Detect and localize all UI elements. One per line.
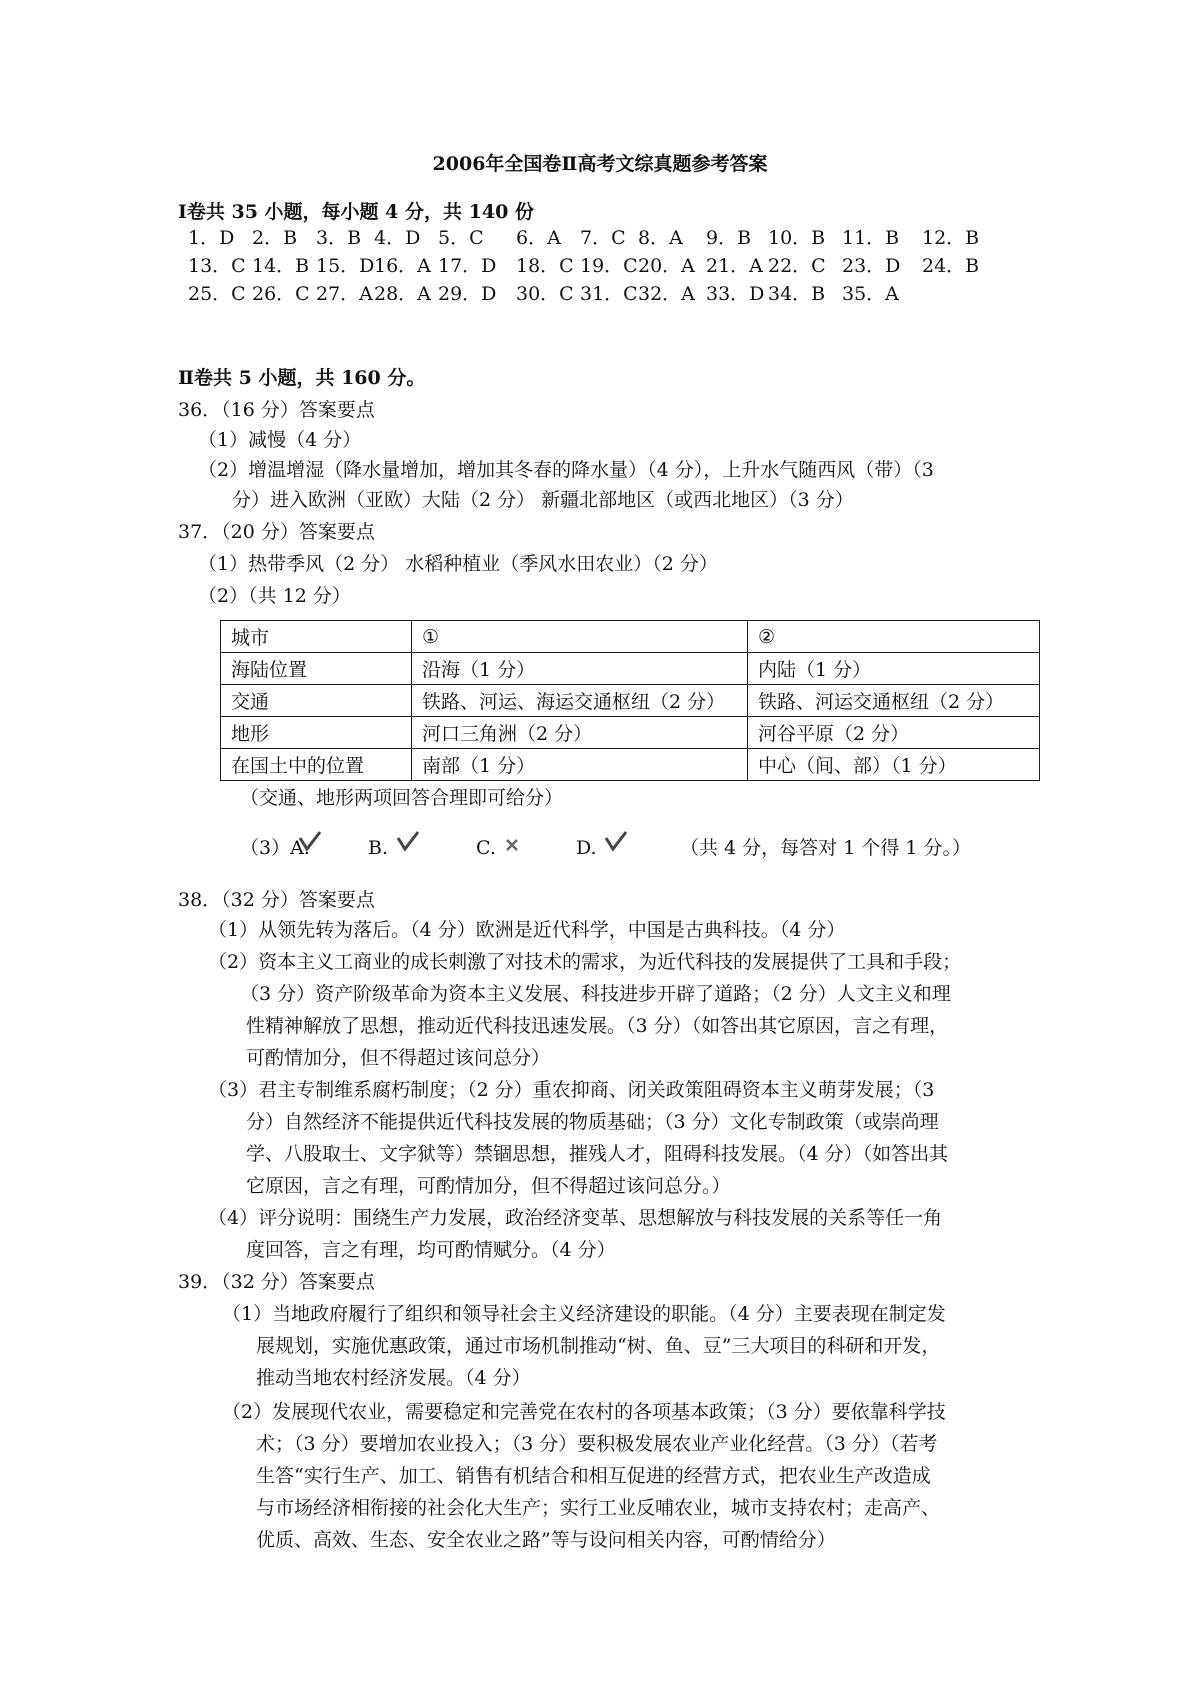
table-cell: 河口三角洲（2 分） [412,717,748,749]
table-cell: 海陆位置 [221,653,412,685]
table-row [221,749,1040,781]
q39-line: 推动当地农村经济发展。（4 分） [256,1367,531,1389]
table-row [221,685,1040,717]
table-cell: 铁路、河运、海运交通枢纽（2 分） [412,685,748,717]
q39-heading: 39．（32 分）答案要点 [178,1271,375,1293]
mcq-answer: 9．B [706,227,752,249]
mcq-answer: 28．A [374,283,431,305]
q37-part3-label-c: C. [476,837,496,859]
q38-line: （1）从领先转为落后。（4 分）欧洲是近代科学，中国是古典科技。（4 分） [208,919,846,941]
mcq-answer: 25．C [188,283,246,305]
q38-heading: 38．（32 分）答案要点 [178,889,375,911]
q38-line: 可酌情加分，但不得超过该问总分） [246,1047,551,1069]
mcq-answer-grid [188,224,982,308]
mcq-answer: 18．C [516,255,574,277]
q39-line: 与市场经济相衔接的社会化大生产；实行工业反哺农业，城市支持农村；走高产、 [256,1497,941,1519]
q38-line: （4）评分说明：围绕生产力发展，政治经济变革、思想解放与科技发展的关系等任一角 [208,1207,943,1229]
table-cell: 河谷平原（2 分） [748,717,1040,749]
mcq-answer: 7．C [580,227,626,249]
mcq-answer: 29．D [438,283,497,305]
q39-line: 展规划，实施优惠政策，通过市场机制推动“树、鱼、豆”三大项目的科研和开发， [256,1335,941,1357]
part1-header: Ⅰ卷共 35 小题，每小题 4 分，共 140 份 [178,201,534,223]
city-comparison-table [220,620,1040,781]
q39-line: 生答“实行生产、加工、销售有机结合和相互促进的经营方式，把农业生产改造成 [256,1465,931,1487]
q37-part3-label-a: （3）A. [240,837,310,859]
q39-line: 术；（3 分）要增加农业投入；（3 分）要积极发展农业产业化经营。（3 分）（若考 [256,1433,938,1455]
mcq-answer: 33．D [706,283,765,305]
table-row [221,717,1040,749]
q38-line: 分）自然经济不能提供近代科技发展的物质基础；（3 分）文化专制政策（或崇尚理 [246,1111,939,1133]
mcq-answer: 27．A [316,283,373,305]
mcq-answer: 35．A [842,283,899,305]
cross-icon [504,830,520,858]
mcq-answer: 15．D [316,255,375,277]
table-cell: 地形 [221,717,412,749]
q37-part3-tail: （共 4 分，每答对 1 个得 1 分。） [680,837,972,859]
q37-line: （1）热带季风（2 分） 水稻种植业（季风水田农业）（2 分） [198,553,718,575]
table-cell: 城市 [221,621,412,653]
mcq-answer: 12．B [922,227,980,249]
page-title: 2006年全国卷Ⅱ高考文综真题参考答案 [432,153,768,175]
mcq-answer: 32．A [638,283,695,305]
mcq-answer: 20．A [638,255,695,277]
mcq-answer: 19．C [580,255,638,277]
mcq-answer: 31．C [580,283,638,305]
q36-line: 分）进入欧洲（亚欧）大陆（2 分） 新疆北部地区（或西北地区）（3 分） [232,489,854,511]
mcq-answer: 4．D [374,227,421,249]
table-cell: 交通 [221,685,412,717]
table-cell: ② [748,621,1040,653]
table-cell: 沿海（1 分） [412,653,748,685]
q36-line: （2）增温增湿（降水量增加，增加其冬春的降水量）（4 分），上升水气随西风（带）（3 [198,459,934,481]
mcq-answer: 16．A [374,255,431,277]
table-cell: 在国土中的位置 [221,749,412,781]
mcq-answer: 22．C [768,255,826,277]
mcq-answer: 21．A [706,255,763,277]
q39-line: 优质、高效、生态、安全农业之路”等与设问相关内容，可酌情给分） [256,1529,836,1551]
q37-part3-label-d: D. [576,837,597,859]
check-icon [604,826,628,854]
q37-part3-label-b: B. [368,837,389,859]
q38-line: 度回答，言之有理，均可酌情赋分。（4 分） [246,1239,616,1261]
mcq-answer: 10．B [768,227,826,249]
mcq-answer: 17．D [438,255,497,277]
q36-line: （1）减慢（4 分） [198,429,362,451]
mcq-answer: 30．C [516,283,574,305]
mcq-answer: 6．A [516,227,561,249]
q36-heading: 36．（16 分）答案要点 [178,399,375,421]
q37-line: （2）（共 12 分） [198,585,351,607]
q38-line: 学、八股取士、文字狱等）禁锢思想，摧残人才，阻碍科技发展。（4 分）（如答出其 [246,1143,949,1165]
mcq-answer: 3．B [316,227,362,249]
table-row [221,653,1040,685]
mcq-answer: 24．B [922,255,980,277]
part2-header: Ⅱ卷共 5 小题，共 160 分。 [178,367,426,389]
q38-line: （3）君主专制维系腐朽制度；（2 分）重农抑商、闭关政策阻碍资本主义萌芽发展；（3 [208,1079,935,1101]
mcq-answer: 8．A [638,227,683,249]
table-cell: 内陆（1 分） [748,653,1040,685]
mcq-answer: 14．B [252,255,310,277]
mcq-answer: 26．C [252,283,310,305]
mcq-answer: 11．B [842,227,900,249]
check-icon [396,826,420,854]
q38-line: 它原因，言之有理，可酌情加分，但不得超过该问总分。） [246,1175,731,1197]
mcq-answer: 23．D [842,255,901,277]
mcq-answer: 13．C [188,255,246,277]
q37-heading: 37．（20 分）答案要点 [178,521,375,543]
q38-line: （3 分）资产阶级革命为资本主义发展、科技进步开辟了道路；（2 分）人文主义和理 [240,983,951,1005]
mcq-answer: 1．D [188,227,235,249]
q38-line: （2）资本主义工商业的成长刺激了对技术的需求，为近代科技的发展提供了工具和手段； [208,951,962,973]
q39-line: （1）当地政府履行了组织和领导社会主义经济建设的职能。（4 分）主要表现在制定发 [222,1303,946,1325]
mcq-answer: 5．C [438,227,484,249]
table-row [221,621,1040,653]
table-cell: ① [412,621,748,653]
q39-line: （2）发展现代农业，需要稳定和完善党在农村的各项基本政策；（3 分）要依靠科学技 [222,1401,946,1423]
q38-line: 性精神解放了思想，推动近代科技迅速发展。（3 分）（如答出其它原因，言之有理， [246,1015,949,1037]
table-cell: 南部（1 分） [412,749,748,781]
mcq-answer: 2．B [252,227,298,249]
table-cell: 中心（间、部）（1 分） [748,749,1040,781]
mcq-answer: 34．B [768,283,826,305]
q37-note: （交通、地形两项回答合理即可给分） [240,787,564,809]
table-cell: 铁路、河运交通枢纽（2 分） [748,685,1040,717]
check-icon [298,826,322,854]
